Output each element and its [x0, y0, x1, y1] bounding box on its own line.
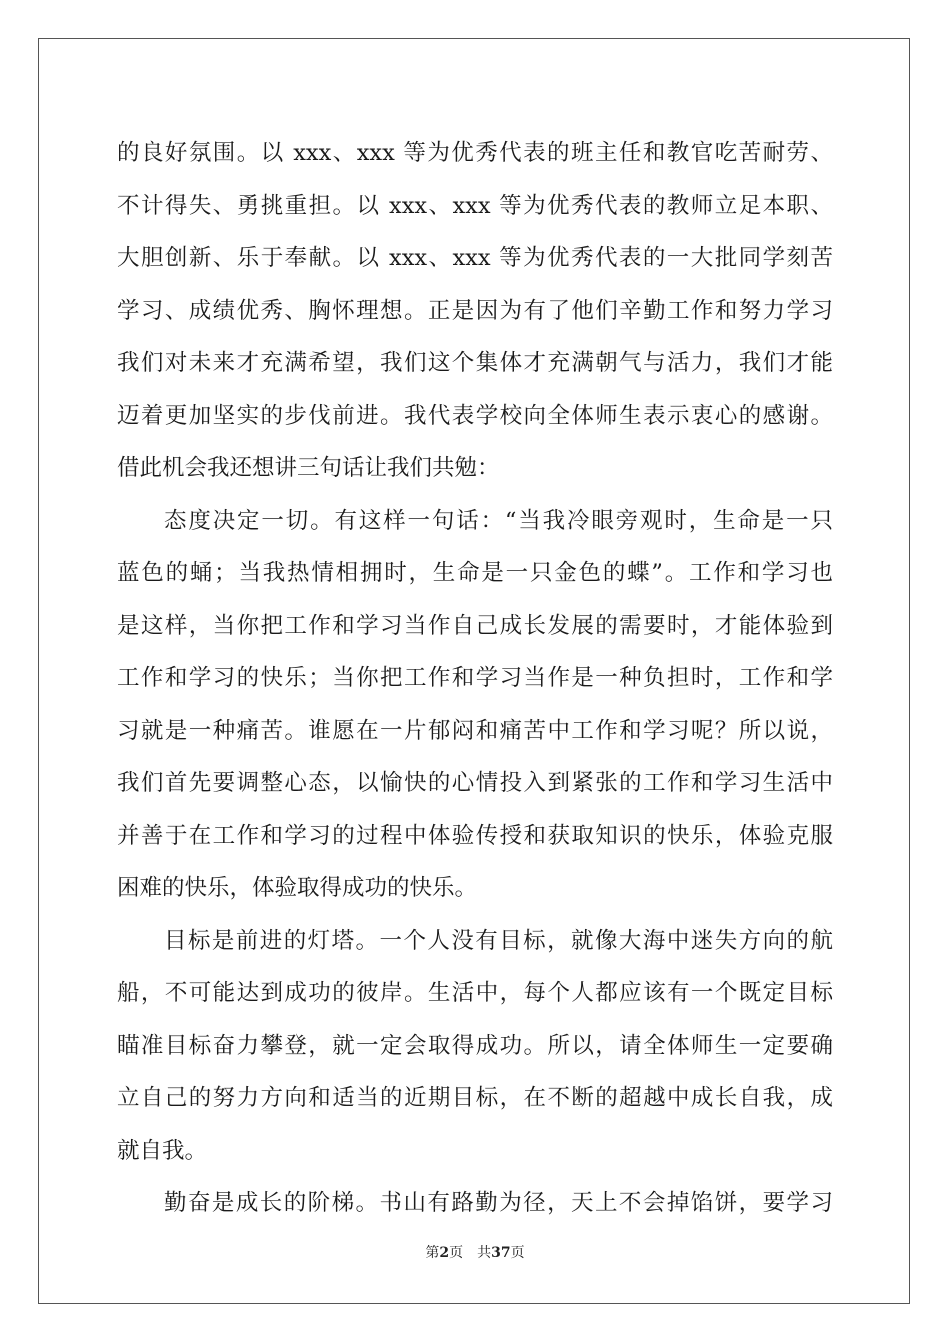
text-line: 我们对未来才充满希望，我们这个集体才充满朝气与活力，我们才能 — [117, 350, 833, 376]
text-line: 态度决定一切。有这样一句话：“当我冷眼旁观时，生命是一只 — [164, 507, 833, 534]
text-line: 勤奋是成长的阶梯。书山有路勤为径，天上不会掉馅饼，要学习 — [164, 1190, 833, 1216]
text-line: 立自己的努力方向和适当的近期目标，在不断的超越中成长自我，成 — [117, 1085, 833, 1111]
page-footer — [0, 1243, 950, 1263]
text-line: 迈着更加坚实的步伐前进。我代表学校向全体师生表示衷心的感谢。 — [117, 402, 833, 429]
current-page-number: 2 — [439, 1245, 450, 1261]
text-line: 工作和学习的快乐；当你把工作和学习当作是一种负担时，工作和学 — [117, 665, 833, 691]
text-line: 的良好氛围。以 xxx、xxx 等为优秀代表的班主任和教官吃苦耐劳、 — [117, 140, 833, 166]
text-line: 学习、成绩优秀、胸怀理想。正是因为有了他们辛勤工作和努力学习 — [117, 297, 833, 324]
text-line: 大胆创新、乐于奉献。以 xxx、xxx 等为优秀代表的一大批同学刻苦 — [117, 245, 833, 271]
text-line: 船，不可能达到成功的彼岸。生活中，每个人都应该有一个既定目标 — [117, 980, 833, 1006]
text-line: 是这样，当你把工作和学习当作自己成长发展的需要时，才能体验到 — [117, 612, 833, 639]
text-line: 我们首先要调整心态，以愉快的心情投入到紧张的工作和学习生活中 — [117, 770, 833, 796]
document-body — [117, 127, 833, 1230]
total-pages-number: 37 — [491, 1245, 511, 1261]
text-line: 并善于在工作和学习的过程中体验传授和获取知识的快乐，体验克服 — [117, 822, 833, 849]
text-line: 目标是前进的灯塔。一个人没有目标，就像大海中迷失方向的航 — [164, 927, 833, 954]
text-line: 借此机会我还想讲三句话让我们共勉： — [117, 455, 500, 481]
text-line: 不计得失、勇挑重担。以 xxx、xxx 等为优秀代表的教师立足本职、 — [117, 192, 833, 219]
text-line: 困难的快乐，体验取得成功的快乐。 — [117, 875, 478, 901]
footer-total-suffix: 页 — [510, 1245, 525, 1261]
text-line: 就自我。 — [117, 1137, 208, 1164]
footer-prefix: 第 — [425, 1245, 440, 1261]
footer-total-prefix: 共 — [477, 1245, 492, 1261]
text-line: 习就是一种痛苦。谁愿在一片郁闷和痛苦中工作和学习呢？所以说， — [117, 717, 833, 744]
text-line: 瞄准目标奋力攀登，就一定会取得成功。所以，请全体师生一定要确 — [117, 1032, 833, 1059]
text-line: 蓝色的蛹；当我热情相拥时，生命是一只金色的蝶”。工作和学习也 — [117, 560, 833, 586]
footer-page-suffix: 页 — [449, 1245, 464, 1261]
